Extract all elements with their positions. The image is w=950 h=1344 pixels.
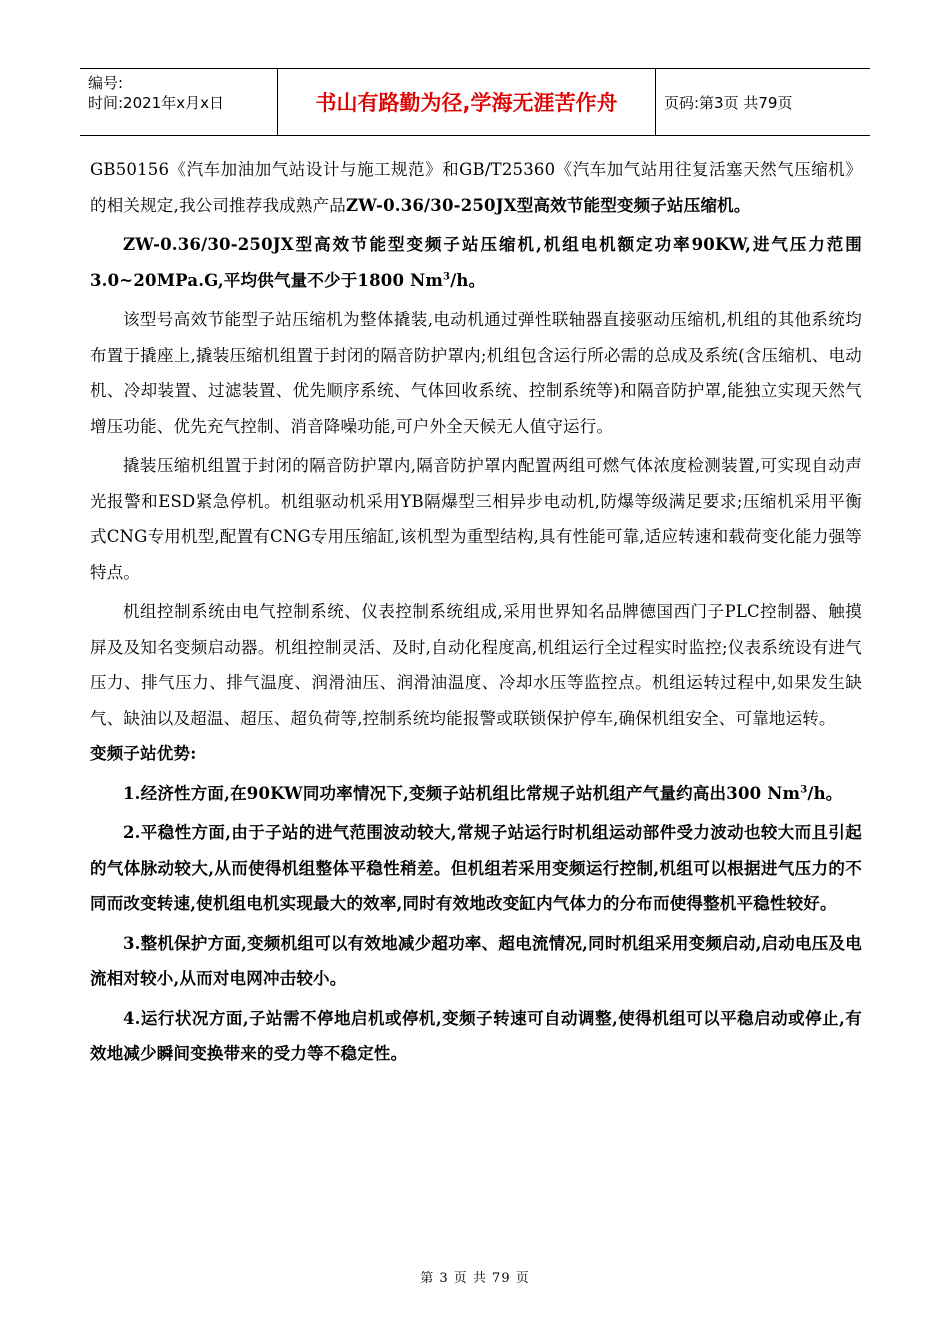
section-heading-advantages: 变频子站优势: (90, 744, 197, 763)
paragraph-control-system: 机组控制系统由电气控制系统、仪表控制系统组成,采用世界知名品牌德国西门子PLC控制器、触摸屏及及知名变频启动器。机组控制灵活、及时,自动化程度高,机组运行全过程实时监控;仪表系统设有进气压力、排气压力、排气温度、润滑油压、润滑油温度、冷却水压等监控点。机组运转过程中,如果发生缺气、缺油以及超温、超压、超负荷等,控制系统均能报警或联锁保护停车,确保机组安全、可靠地运转。 (90, 602, 862, 728)
header-meta (80, 69, 278, 135)
product-name-bold: ZW-0.36/30-250JX型高效节能型变频子站压缩机。 (345, 195, 751, 215)
advantage-text: 1.经济性方面,在90KW同功率情况下,变频子站机组比常规子站机组产气量约高出300 Nm (123, 783, 801, 803)
header-page-info: 页码:第3页 共79页 (664, 93, 793, 112)
spec-unit-tail: /h。 (450, 270, 486, 290)
advantage-operation: 4.运行状况方面,子站需不停地启机或停机,变频子转速可自动调整,使得机组可以平稳启动或停止,有效地减少瞬间变换带来的受力等不稳定性。 (90, 1008, 862, 1063)
page-header (80, 68, 870, 136)
paragraph-standards (90, 152, 862, 223)
paragraph-enclosure: 撬装压缩机组置于封闭的隔音防护罩内,隔音防护罩内配置两组可燃气体浓度检测装置,可实现自动声光报警和ESD紧急停机。机组驱动机采用YB隔爆型三相异步电动机,防爆等级满足要求;压缩机采用平衡式CNG专用机型,配置有CNG专用压缩缸,该机型为重型结构,具有性能可靠,适应转速和载荷变化能力强等特点。 (90, 456, 862, 582)
spec-text: ZW-0.36/30-250JX型高效节能型变频子站压缩机,机组电机额定功率90KW,进气压力范围3.0~20MPa.G,平均供气量不少于1800 Nm (90, 235, 862, 290)
page-footer: 第 3 页 共 79 页 (420, 1271, 530, 1286)
document-date: 时间:2021年x月x日 (88, 94, 224, 112)
advantage-unit-tail: /h。 (807, 783, 843, 803)
paragraph-skid-description: 该型号高效节能型子站压缩机为整体撬装,电动机通过弹性联轴器直接驱动压缩机,机组的其他系统均布置于撬座上,撬装压缩机组置于封闭的隔音防护罩内;机组包含运行所必需的总成及系统(含压缩机、电动机、冷却装置、过滤装置、优先顺序系统、气体回收系统、控制系统等)和隔音防护罩,能独立实现天然气增压功能、优先充气控制、消音降噪功能,可户外全天候无人值守运行。 (90, 310, 862, 436)
paragraph-text: GB50156《汽车加油加气站设计与施工规范》和GB/T25360《汽车加气站用往复活塞天然气压缩机》的相关规定,我公司推荐我成熟产品 (90, 160, 862, 215)
advantage-protection: 3.整机保护方面,变频机组可以有效地减少超功率、超电流情况,同时机组采用变频启动,启动电压及电流相对较小,从而对电网冲击较小。 (90, 933, 862, 988)
document-number-label: 编号: (88, 74, 124, 92)
paragraph-product-spec (90, 227, 862, 298)
document-body (90, 152, 862, 1072)
advantage-economy (90, 776, 862, 812)
superscript: 3 (443, 271, 451, 282)
advantage-stability: 2.平稳性方面,由于子站的进气范围波动较大,常规子站运行时机组运动部件受力波动也较大而且引起的气体脉动较大,从而使得机组整体平稳性稍差。但机组若采用变频运行控制,机组可以根据进气压力的不同而改变转速,使机组电机实现最大的效率,同时有效地改变缸内气体力的分布而使得整机平稳性较好。 (90, 823, 862, 913)
header-motto: 书山有路勤为径,学海无涯苦作舟 (278, 69, 656, 135)
superscript: 3 (800, 784, 808, 795)
